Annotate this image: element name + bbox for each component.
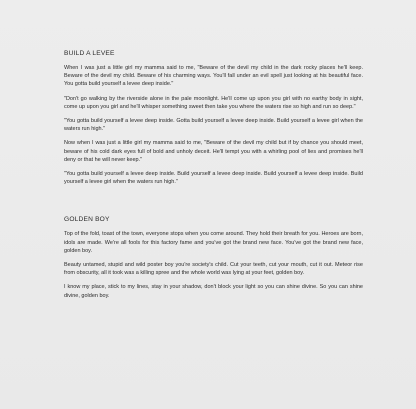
- lyric-paragraph: "You gotta build yourself a levee deep inside. Build yourself a levee deep inside. Build yourself a levee deep inside. Build yourself a levee girl when the waters run high.": [64, 171, 363, 186]
- song-title: GOLDEN BOY: [64, 216, 110, 224]
- lyric-paragraph: When I was just a little girl my mamma said to me, "Beware of the devil my child in the dark rocky places he'll keep. Beware of the devil my child. Beware of his charming ways. You'll fall under an evil spell just looking at his beautiful face. You gotta build yourself a levee deep inside.": [64, 65, 363, 88]
- lyric-paragraph: "Don't go walking by the riverside alone in the pale moonlight. He'll come up upon you girl with no earthy body in sight, come up upon you girl and he'll whisper something sweet then take you where the waters rise so high and run so deep.": [64, 95, 363, 110]
- lyric-paragraph: "You gotta build yourself a levee deep inside. Gotta build yourself a levee deep inside. Build yourself a levee girl when the waters run high.": [64, 118, 363, 133]
- song-title: BUILD A LEVEE: [64, 50, 115, 57]
- lyric-paragraph: Now when I was just a little girl my mamma said to me, "Beware of the devil my child but if by chance you should meet, beware of his cold dark eyes full of bold and unholy deceit. He'll tempt you with a whirling pool of lies and promises he'll deny or that he will never keep.": [64, 140, 363, 163]
- lyric-paragraph: I know my place, stick to my lines, stay in your shadow, don't block your light so you can shine divine. So you can shine divine, golden boy.: [64, 284, 363, 299]
- lyric-paragraph: Top of the fold, toast of the town, everyone stops when you come around. They hold their breath for you. Heroes are born, idols are made. We're all fools for this factory fame and you've got the brand new face. You've got the brand new face, golden boy.: [64, 231, 363, 254]
- lyric-paragraph: Beauty untamed, stupid and wild poster boy you're society's child. Cut your teeth, cut your mouth, cut it out. Meteor rise from obscurity, all it took was a killing spree and the whole world was lying at your feet, golden boy.: [64, 262, 363, 277]
- lyrics-content: [64, 50, 363, 306]
